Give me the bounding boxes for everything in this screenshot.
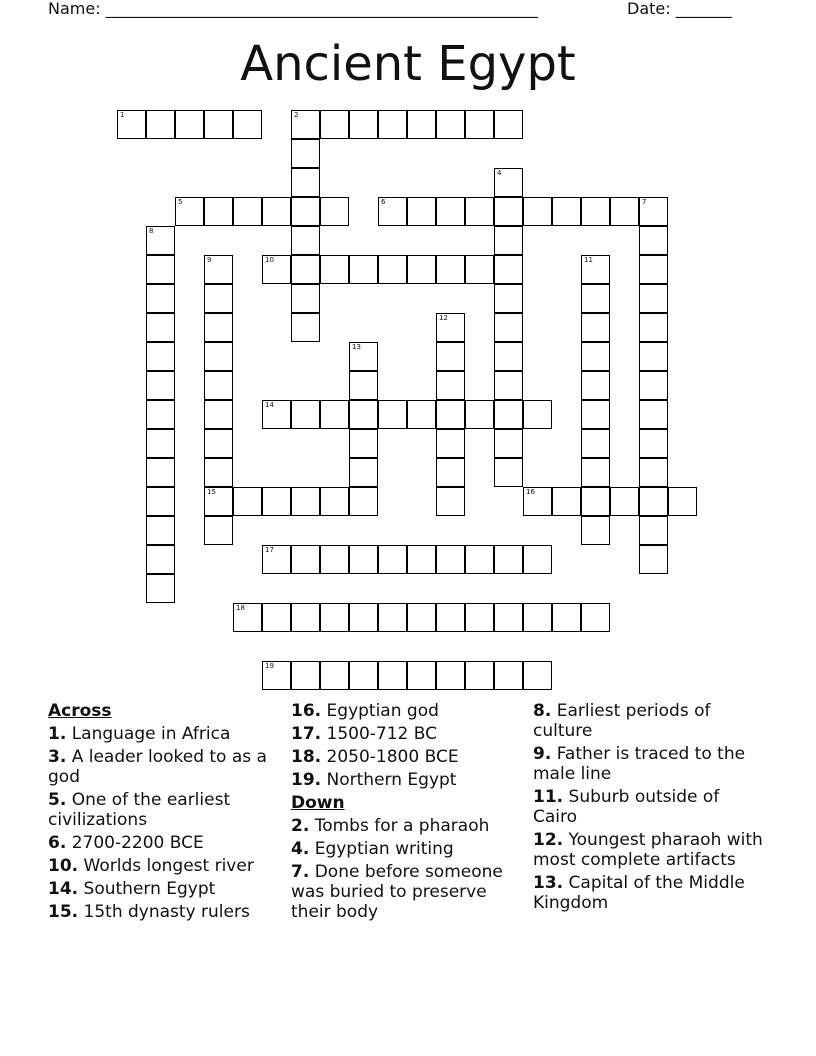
grid-cell[interactable] [349,603,378,632]
grid-cell[interactable] [639,487,668,516]
grid-cell[interactable] [523,661,552,690]
grid-cell[interactable] [262,661,291,690]
clue-item [291,701,523,721]
grid-cell[interactable] [581,313,610,342]
grid-cell[interactable] [436,487,465,516]
cell-number: 16 [526,488,535,496]
clue-number: 12. [533,830,564,850]
grid-cell[interactable] [581,603,610,632]
grid-cell[interactable] [581,487,610,516]
grid-cell[interactable] [436,603,465,632]
grid-cell[interactable] [262,255,291,284]
grid-cell[interactable] [146,487,175,516]
grid-cell[interactable] [407,661,436,690]
clue-number: 15. [48,902,79,922]
grid-cell[interactable] [349,342,378,371]
grid-cell[interactable] [610,487,639,516]
grid-cell[interactable] [233,487,262,516]
grid-cell[interactable] [146,429,175,458]
clue-text: Capital of the Middle Kingdom [533,873,745,913]
clue-text: Done before someone was buried to preserve their body [291,862,503,922]
grid-cell[interactable] [639,429,668,458]
grid-cell[interactable] [349,255,378,284]
grid-cell[interactable] [639,255,668,284]
date-blank: _______ [675,0,732,18]
grid-cell[interactable] [581,516,610,545]
grid-cell[interactable] [494,226,523,255]
grid-cell[interactable] [233,197,262,226]
grid-cell[interactable] [262,400,291,429]
grid-cell[interactable] [378,400,407,429]
grid-cell[interactable] [465,603,494,632]
grid-cell[interactable] [204,429,233,458]
cell-number: 1 [120,111,125,119]
clue-number: 9. [533,744,552,764]
clue-text: Father is traced to the male line [533,744,746,784]
cell-number: 4 [497,169,502,177]
clue-text: Language in Africa [71,724,231,744]
grid-cell[interactable] [262,603,291,632]
grid-cell[interactable] [204,458,233,487]
grid-cell[interactable] [378,197,407,226]
grid-cell[interactable] [146,342,175,371]
grid-cell[interactable] [494,545,523,574]
clues-column-2 [291,701,523,925]
clue-number: 4. [291,839,310,859]
grid-cell[interactable] [175,110,204,139]
grid-cell[interactable] [494,429,523,458]
grid-cell[interactable] [349,458,378,487]
cell-number: 12 [439,314,448,322]
clue-number: 17. [291,724,322,744]
grid-cell[interactable] [581,255,610,284]
grid-cell[interactable] [639,516,668,545]
clue-text: Earliest periods of culture [533,701,711,741]
cell-number: 7 [642,198,647,206]
grid-cell[interactable] [523,545,552,574]
grid-cell[interactable] [436,400,465,429]
clue-text: Tombs for a pharaoh [314,816,490,836]
grid-cell[interactable] [204,255,233,284]
cell-number: 2 [294,111,299,119]
grid-cell[interactable] [639,342,668,371]
grid-cell[interactable] [436,255,465,284]
grid-cell[interactable] [552,603,581,632]
clue-number: 1. [48,724,67,744]
clue-text: Northern Egypt [326,770,457,790]
grid-cell[interactable] [436,458,465,487]
clue-text: A leader looked to as a god [48,747,267,787]
grid-cell[interactable] [465,661,494,690]
grid-cell[interactable] [436,661,465,690]
grid-cell[interactable] [494,255,523,284]
grid-cell[interactable] [146,400,175,429]
grid-cell[interactable] [320,545,349,574]
clue-item [291,816,523,836]
grid-cell[interactable] [436,545,465,574]
clue-number: 18. [291,747,322,767]
clue-text: Egyptian writing [314,839,454,859]
clues-heading: Down [291,793,345,813]
grid-cell[interactable] [639,458,668,487]
grid-cell[interactable] [146,226,175,255]
grid-cell[interactable] [436,371,465,400]
clue-item [533,744,765,784]
cell-number: 10 [265,256,274,264]
clue-number: 11. [533,787,564,807]
grid-cell[interactable] [668,487,697,516]
clue-number: 2. [291,816,310,836]
grid-cell[interactable] [436,342,465,371]
grid-cell[interactable] [523,197,552,226]
cell-number: 6 [381,198,386,206]
grid-cell[interactable] [465,545,494,574]
clue-item [291,839,523,859]
clue-number: 3. [48,747,67,767]
grid-cell[interactable] [233,603,262,632]
grid-cell[interactable] [233,110,262,139]
grid-cell[interactable] [204,197,233,226]
grid-cell[interactable] [291,487,320,516]
clue-item [533,787,765,827]
cell-number: 15 [207,488,216,496]
grid-cell[interactable] [523,400,552,429]
clue-item [48,747,278,787]
grid-cell[interactable] [291,545,320,574]
cell-number: 5 [178,198,183,206]
clue-item [48,879,278,899]
grid-cell[interactable] [407,110,436,139]
grid-cell[interactable] [465,255,494,284]
grid-cell[interactable] [291,313,320,342]
clue-text: 1500-712 BC [326,724,438,744]
grid-cell[interactable] [407,197,436,226]
grid-cell[interactable] [581,458,610,487]
clue-text: 2700-2200 BCE [71,833,204,853]
clue-number: 7. [291,862,310,882]
grid-cell[interactable] [349,400,378,429]
grid-cell[interactable] [204,487,233,516]
grid-cell[interactable] [204,342,233,371]
grid-cell[interactable] [204,110,233,139]
grid-cell[interactable] [291,139,320,168]
cell-number: 18 [236,604,245,612]
grid-cell[interactable] [291,255,320,284]
clue-number: 16. [291,701,322,721]
clue-item [533,830,765,870]
grid-cell[interactable] [146,284,175,313]
cell-number: 8 [149,227,154,235]
clue-number: 19. [291,770,322,790]
grid-cell[interactable] [262,545,291,574]
clue-item [291,747,523,767]
clue-number: 14. [48,879,79,899]
clue-text: 15th dynasty rulers [83,902,250,922]
clue-text: Youngest pharaoh with most complete artifacts [533,830,763,870]
grid-cell[interactable] [146,516,175,545]
grid-cell[interactable] [552,487,581,516]
cell-number: 9 [207,256,212,264]
clue-number: 8. [533,701,552,721]
grid-cell[interactable] [117,110,146,139]
cell-number: 11 [584,256,593,264]
grid-cell[interactable] [349,545,378,574]
grid-cell[interactable] [146,574,175,603]
clue-text: Suburb outside of Cairo [533,787,720,827]
grid-cell[interactable] [581,371,610,400]
grid-cell[interactable] [494,603,523,632]
grid-cell[interactable] [291,168,320,197]
grid-cell[interactable] [494,197,523,226]
clue-text: One of the earliest civilizations [48,790,231,830]
grid-cell[interactable] [639,545,668,574]
grid-cell[interactable] [581,284,610,313]
grid-cell[interactable] [291,226,320,255]
grid-cell[interactable] [639,371,668,400]
grid-cell[interactable] [320,400,349,429]
grid-cell[interactable] [523,603,552,632]
grid-cell[interactable] [465,110,494,139]
clue-item [291,862,523,922]
name-label: Name: [48,0,101,18]
grid-cell[interactable] [494,110,523,139]
clues-column-3 [533,701,765,916]
grid-cell[interactable] [291,661,320,690]
grid-cell[interactable] [146,545,175,574]
grid-cell[interactable] [436,429,465,458]
cell-number: 13 [352,343,361,351]
grid-cell[interactable] [465,400,494,429]
clue-item [48,790,278,830]
grid-cell[interactable] [494,342,523,371]
grid-cell[interactable] [494,661,523,690]
grid-cell[interactable] [639,400,668,429]
clue-number: 5. [48,790,67,810]
clue-number: 10. [48,856,79,876]
grid-cell[interactable] [146,458,175,487]
grid-cell[interactable] [407,603,436,632]
grid-cell[interactable] [349,487,378,516]
grid-cell[interactable] [320,197,349,226]
grid-cell[interactable] [436,313,465,342]
grid-cell[interactable] [407,255,436,284]
grid-cell[interactable] [407,545,436,574]
grid-cell[interactable] [204,313,233,342]
grid-cell[interactable] [291,197,320,226]
grid-cell[interactable] [523,487,552,516]
clue-number: 6. [48,833,67,853]
grid-cell[interactable] [204,516,233,545]
grid-cell[interactable] [639,284,668,313]
grid-cell[interactable] [349,661,378,690]
clues-heading: Across [48,701,112,721]
grid-cell[interactable] [581,429,610,458]
clue-item [291,724,523,744]
grid-cell[interactable] [436,197,465,226]
grid-cell[interactable] [146,371,175,400]
grid-cell[interactable] [581,342,610,371]
grid-cell[interactable] [494,400,523,429]
cell-number: 17 [265,546,274,554]
grid-cell[interactable] [349,371,378,400]
clue-text: 2050-1800 BCE [326,747,459,767]
grid-cell[interactable] [378,110,407,139]
grid-cell[interactable] [581,400,610,429]
clue-item [533,873,765,913]
clue-text: Worlds longest river [83,856,254,876]
grid-cell[interactable] [204,371,233,400]
grid-cell[interactable] [320,603,349,632]
grid-cell[interactable] [262,487,291,516]
grid-cell[interactable] [378,661,407,690]
grid-cell[interactable] [639,226,668,255]
clue-item [533,701,765,741]
grid-cell[interactable] [291,603,320,632]
clues-column-1 [48,701,278,925]
grid-cell[interactable] [320,255,349,284]
clue-item [48,902,278,922]
clue-item [48,833,278,853]
grid-cell[interactable] [639,313,668,342]
grid-cell[interactable] [436,110,465,139]
grid-cell[interactable] [378,255,407,284]
cell-number: 19 [265,662,274,670]
cell-number: 14 [265,401,274,409]
grid-cell[interactable] [146,313,175,342]
grid-cell[interactable] [175,197,204,226]
grid-cell[interactable] [465,197,494,226]
grid-cell[interactable] [349,429,378,458]
grid-cell[interactable] [320,661,349,690]
grid-cell[interactable] [494,168,523,197]
grid-cell[interactable] [378,603,407,632]
clue-item [48,856,278,876]
grid-cell[interactable] [610,197,639,226]
grid-cell[interactable] [146,110,175,139]
grid-cell[interactable] [407,400,436,429]
grid-cell[interactable] [494,313,523,342]
grid-cell[interactable] [378,545,407,574]
clue-text: Southern Egypt [83,879,216,899]
name-blank: ______________________________________________________ [105,0,538,18]
grid-cell[interactable] [349,110,378,139]
page-title: Ancient Egypt [240,36,576,92]
grid-cell[interactable] [291,284,320,313]
grid-cell[interactable] [494,458,523,487]
clue-item [291,770,523,790]
grid-cell[interactable] [320,110,349,139]
grid-cell[interactable] [291,110,320,139]
clue-text: Egyptian god [326,701,439,721]
clue-item [48,724,278,744]
grid-cell[interactable] [494,371,523,400]
grid-cell[interactable] [494,284,523,313]
clue-number: 13. [533,873,564,893]
grid-cell[interactable] [262,197,291,226]
grid-cell[interactable] [639,197,668,226]
grid-cell[interactable] [204,400,233,429]
grid-cell[interactable] [146,255,175,284]
grid-cell[interactable] [204,284,233,313]
date-label: Date: [627,0,671,18]
grid-cell[interactable] [320,487,349,516]
grid-cell[interactable] [291,400,320,429]
grid-cell[interactable] [552,197,581,226]
grid-cell[interactable] [581,197,610,226]
